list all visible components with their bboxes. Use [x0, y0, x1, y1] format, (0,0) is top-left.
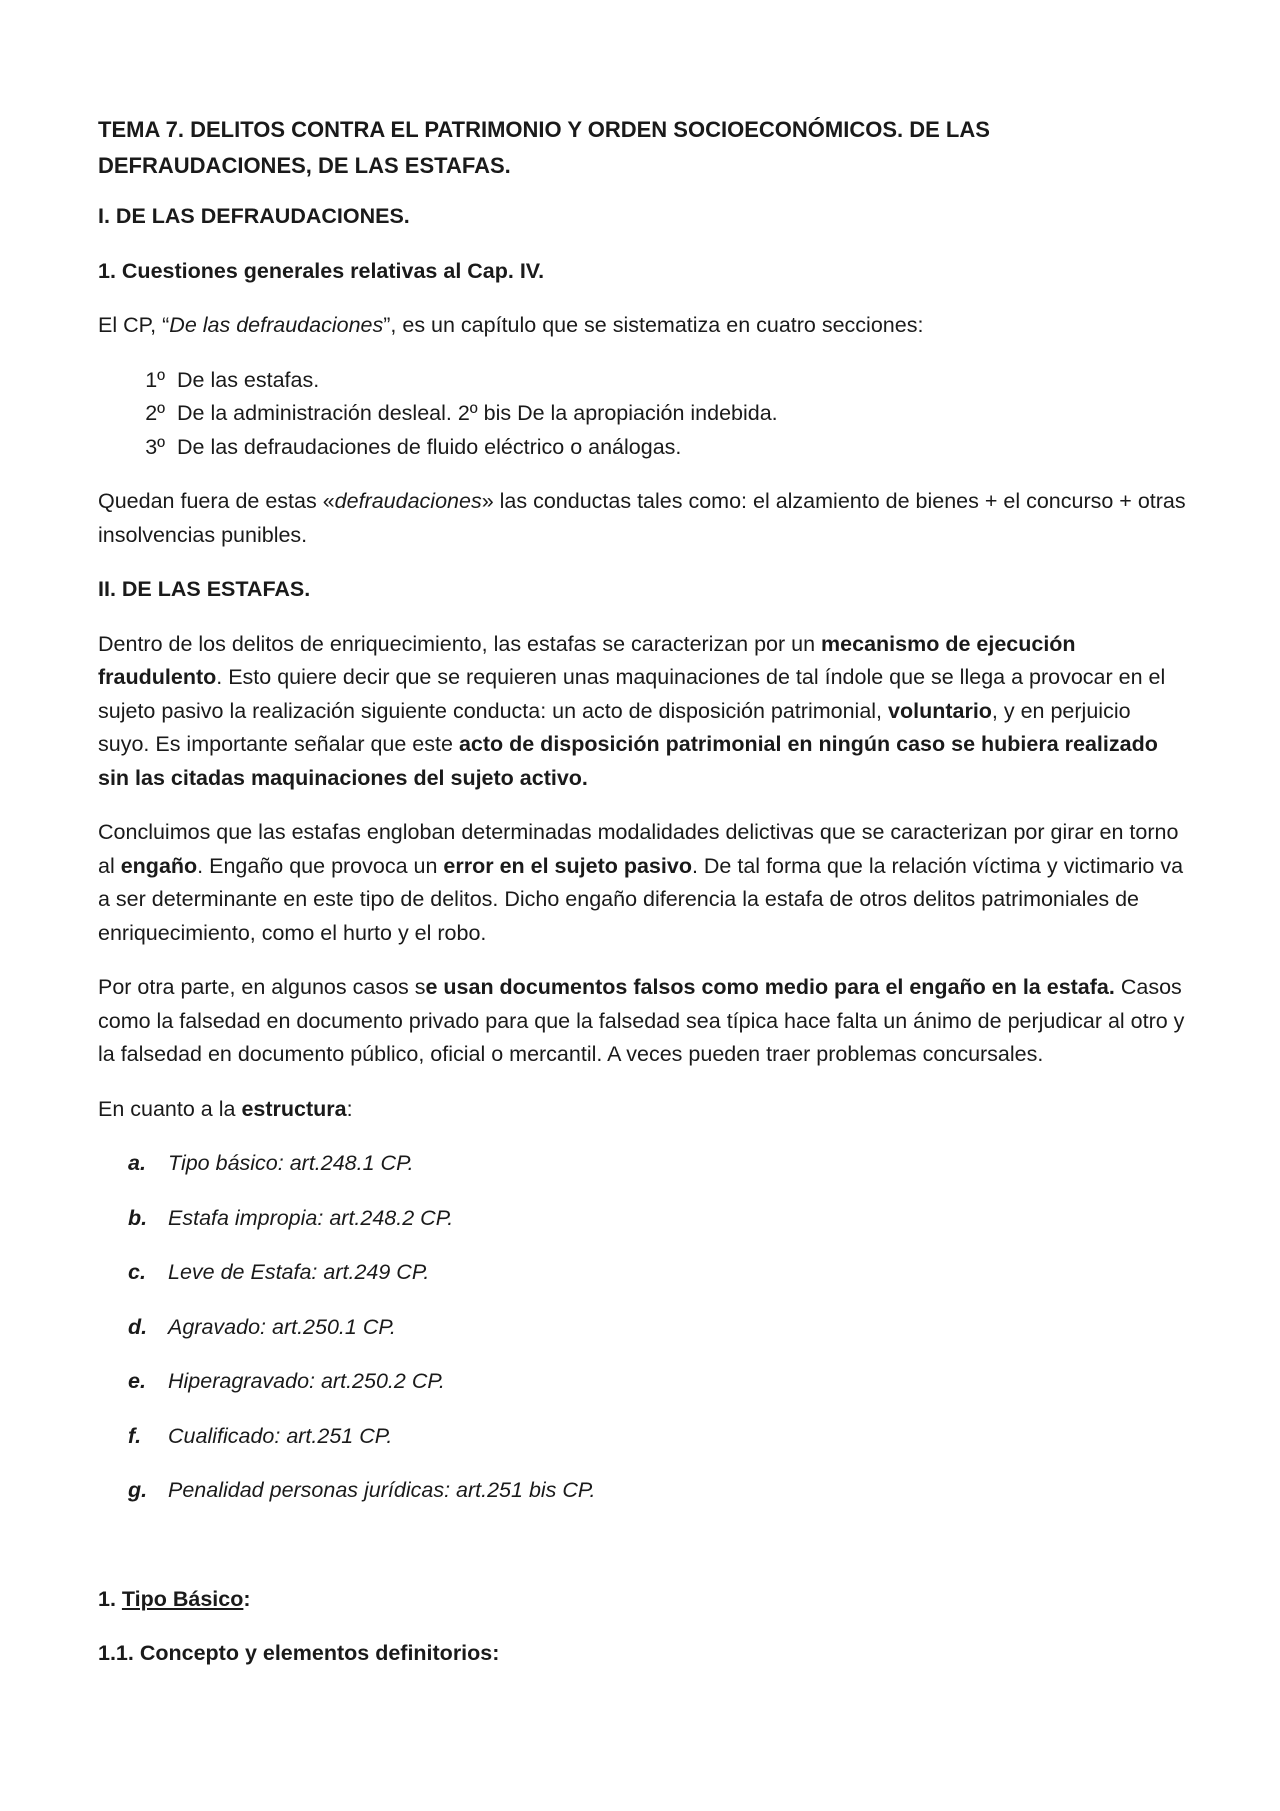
- list-item: g. Penalidad personas jurídicas: art.251 bis CP.: [128, 1478, 596, 1502]
- list-item: 3º De las defraudaciones de fluido eléctrico o análogas.: [145, 434, 682, 459]
- heading-estafas: II. DE LAS ESTAFAS.: [98, 577, 311, 601]
- heading-defraudaciones: I. DE LAS DEFRAUDACIONES.: [98, 204, 410, 228]
- list-item: d. Agravado: art.250.1 CP.: [128, 1314, 396, 1339]
- intro-paragraph: El CP, “De las defraudaciones”, es un capítulo que se sistematiza en cuatro secciones:: [98, 313, 924, 337]
- list-item: b. Estafa impropia: art.248.2 CP.: [128, 1205, 454, 1230]
- document-title: TEMA 7. DELITOS CONTRA EL PATRIMONIO Y ORDEN SOCIOECONÓMICOS. DE LAS DEFRAUDACIONES, DE LAS ESTAFAS.: [98, 117, 990, 178]
- paragraph-documentos-falsos: Por otra parte, en algunos casos se usan documentos falsos como medio para el engaño en la estafa. Casos como la falsedad en documento privado para que la falsedad sea típica hace falta un ánimo de perjudicar al otro y la falsedad en documento público, oficial o mercantil. A veces pueden traer problemas concursales.: [98, 975, 1185, 1066]
- paragraph-engano: Concluimos que las estafas engloban determinadas modalidades delictivas que se caracterizan por girar en torno al engaño. Engaño que provoca un error en el sujeto pasivo. De tal forma que la relación víctima y victimario va a ser determinante en este tipo de delitos. Dicho engaño diferencia la estafa de otros delitos patrimoniales de enriquecimiento, como el hurto y el robo.: [98, 820, 1184, 945]
- list-item: e. Hiperagravado: art.250.2 CP.: [128, 1369, 445, 1393]
- heading-tipo-basico: 1. Tipo Básico:: [98, 1586, 251, 1611]
- list-item: f. Cualificado: art.251 CP.: [128, 1423, 393, 1448]
- intro-italic: De las defraudaciones: [169, 313, 384, 337]
- list-item: 1º De las estafas.: [145, 367, 320, 392]
- paragraph-mecanismo: Dentro de los delitos de enriquecimiento, las estafas se caracterizan por un mecanismo de ejecución fraudulento. Esto quiere decir que se requieren unas maquinaciones de tal índole que se llega a provocar en el sujeto pasivo la realización siguiente conducta: un acto de disposición patrimonial, voluntario, y en perjuicio suyo. Es importante señalar que este acto de disposición patrimonial en ningún caso se hubiera realizado sin las citadas maquinaciones del sujeto activo.: [98, 631, 1166, 790]
- list-item: a. Tipo básico: art.248.1 CP.: [128, 1151, 414, 1175]
- list-item: c. Leve de Estafa: art.249 CP.: [128, 1260, 430, 1284]
- list-item: 2º De la administración desleal. 2º bis De la apropiación indebida.: [145, 401, 778, 425]
- heading-concepto: 1.1. Concepto y elementos definitorios:: [98, 1641, 500, 1665]
- quedan-paragraph: Quedan fuera de estas «defraudaciones» las conductas tales como: el alzamiento de bienes + el concurso + otras insolvencias punibles.: [98, 489, 1186, 547]
- sections-list: [98, 364, 1186, 465]
- heading-cuestiones-generales: 1. Cuestiones generales relativas al Cap. IV.: [98, 258, 545, 283]
- paragraph-estructura: En cuanto a la estructura:: [98, 1096, 353, 1121]
- blank-line: [98, 1529, 1186, 1583]
- structure-types-list: [98, 1147, 1186, 1508]
